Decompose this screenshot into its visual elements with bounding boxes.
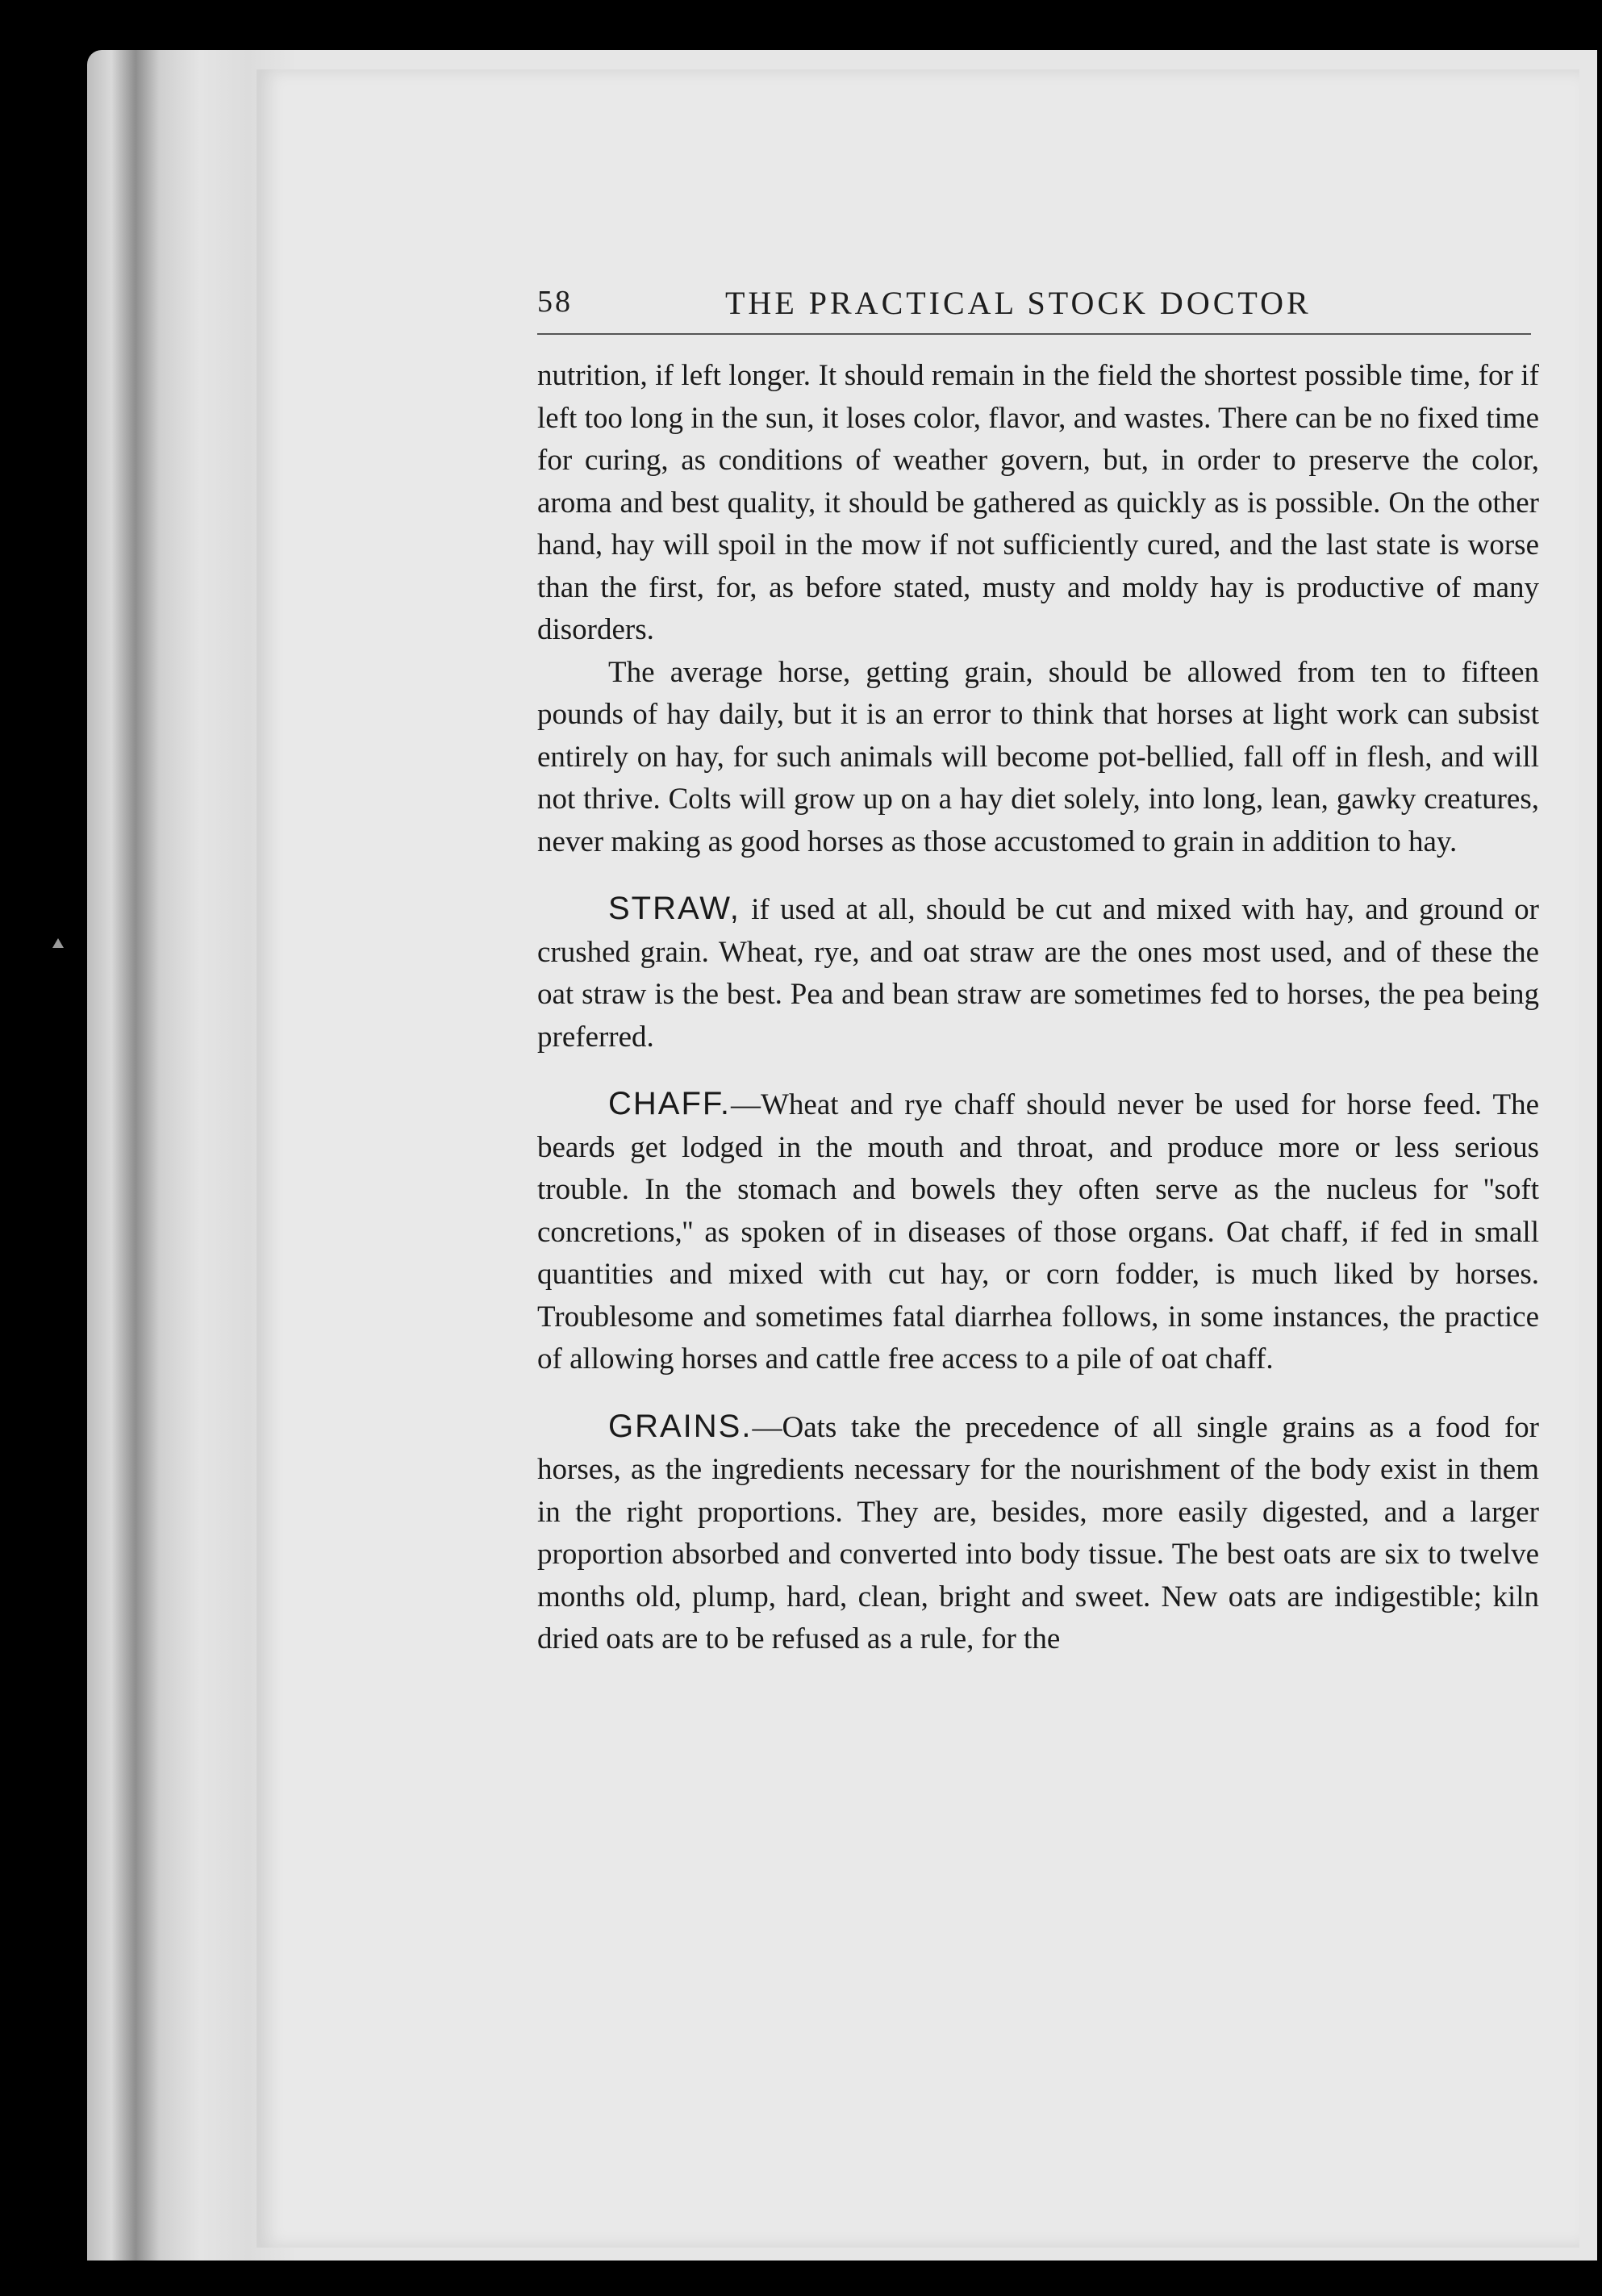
section-heading: CHAFF.	[608, 1086, 731, 1121]
section-text: —Oats take the precedence of all single grains as a food for horses, as the ingredients necessary for the nourishment of the body exist in them in the right proportions. They are, besides, more easily digested, and a larger proportion absorbed and converted into body tissue. The best oats are six to twelve months old, plump, hard, clean, bright and sweet. New oats are indigestible; kiln dried oats are to be refused as a rule, for the	[537, 1410, 1539, 1655]
section-text: —Wheat and rye chaff should never be used for horse feed. The beards get lodged in the mouth and throat, and produce more or less serious trouble. In the stomach and bowels they often serve as the nucleus for ''soft concretions,'' as spoken of in diseases of those organs. Oat chaff, if fed in small quantities and mixed with cut hay, or corn fodder, is much liked by horses. Troublesome and sometimes fatal diarrhea follows, in some instances, the practice of allowing horses and cattle free access to a pile of oat chaff.	[537, 1088, 1539, 1376]
header-rule	[537, 333, 1531, 335]
section-grains	[537, 1405, 1539, 1661]
section-text: if used at all, should be cut and mixed with hay, and ground or crushed grain. Wheat, rye, and oat straw are the ones most used, and of these the oat straw is the best. Pea and bean straw are sometimes fed to horses, the pea being preferred.	[537, 893, 1539, 1054]
paragraph: The average horse, getting grain, should be allowed from ten to fifteen pounds of hay daily, but it is an error to think that horses at light work can subsist entirely on hay, for such animals will become pot-bellied, fall off in flesh, and will not thrive. Colts will grow up on a hay diet solely, into long, lean, gawky creatures, never making as good horses as those accustomed to grain in addition to hay.	[537, 655, 1539, 858]
section-heading: STRAW,	[608, 891, 741, 926]
margin-mark-icon	[52, 938, 64, 948]
page-number: 58	[537, 285, 573, 319]
body-text	[537, 355, 1539, 1661]
running-head: THE PRACTICAL STOCK DOCTOR	[725, 285, 1312, 321]
section-straw	[537, 887, 1539, 1058]
section-chaff	[537, 1083, 1539, 1381]
page-header	[537, 284, 1537, 332]
paragraph: nutrition, if left longer. It should remain in the field the shortest possible time, for if left too long in the sun, it loses color, flavor, and wastes. There can be no fixed time for curing, as conditions of weather govern, but, in order to preserve the color, aroma and best quality, it should be gathered as quickly as is possible. On the other hand, hay will spoil in the mow if not sufficiently cured, and the last state is worse than the first, for, as before stated, musty and moldy hay is productive of many disorders.	[537, 359, 1539, 646]
section-heading: GRAINS.	[608, 1408, 753, 1444]
